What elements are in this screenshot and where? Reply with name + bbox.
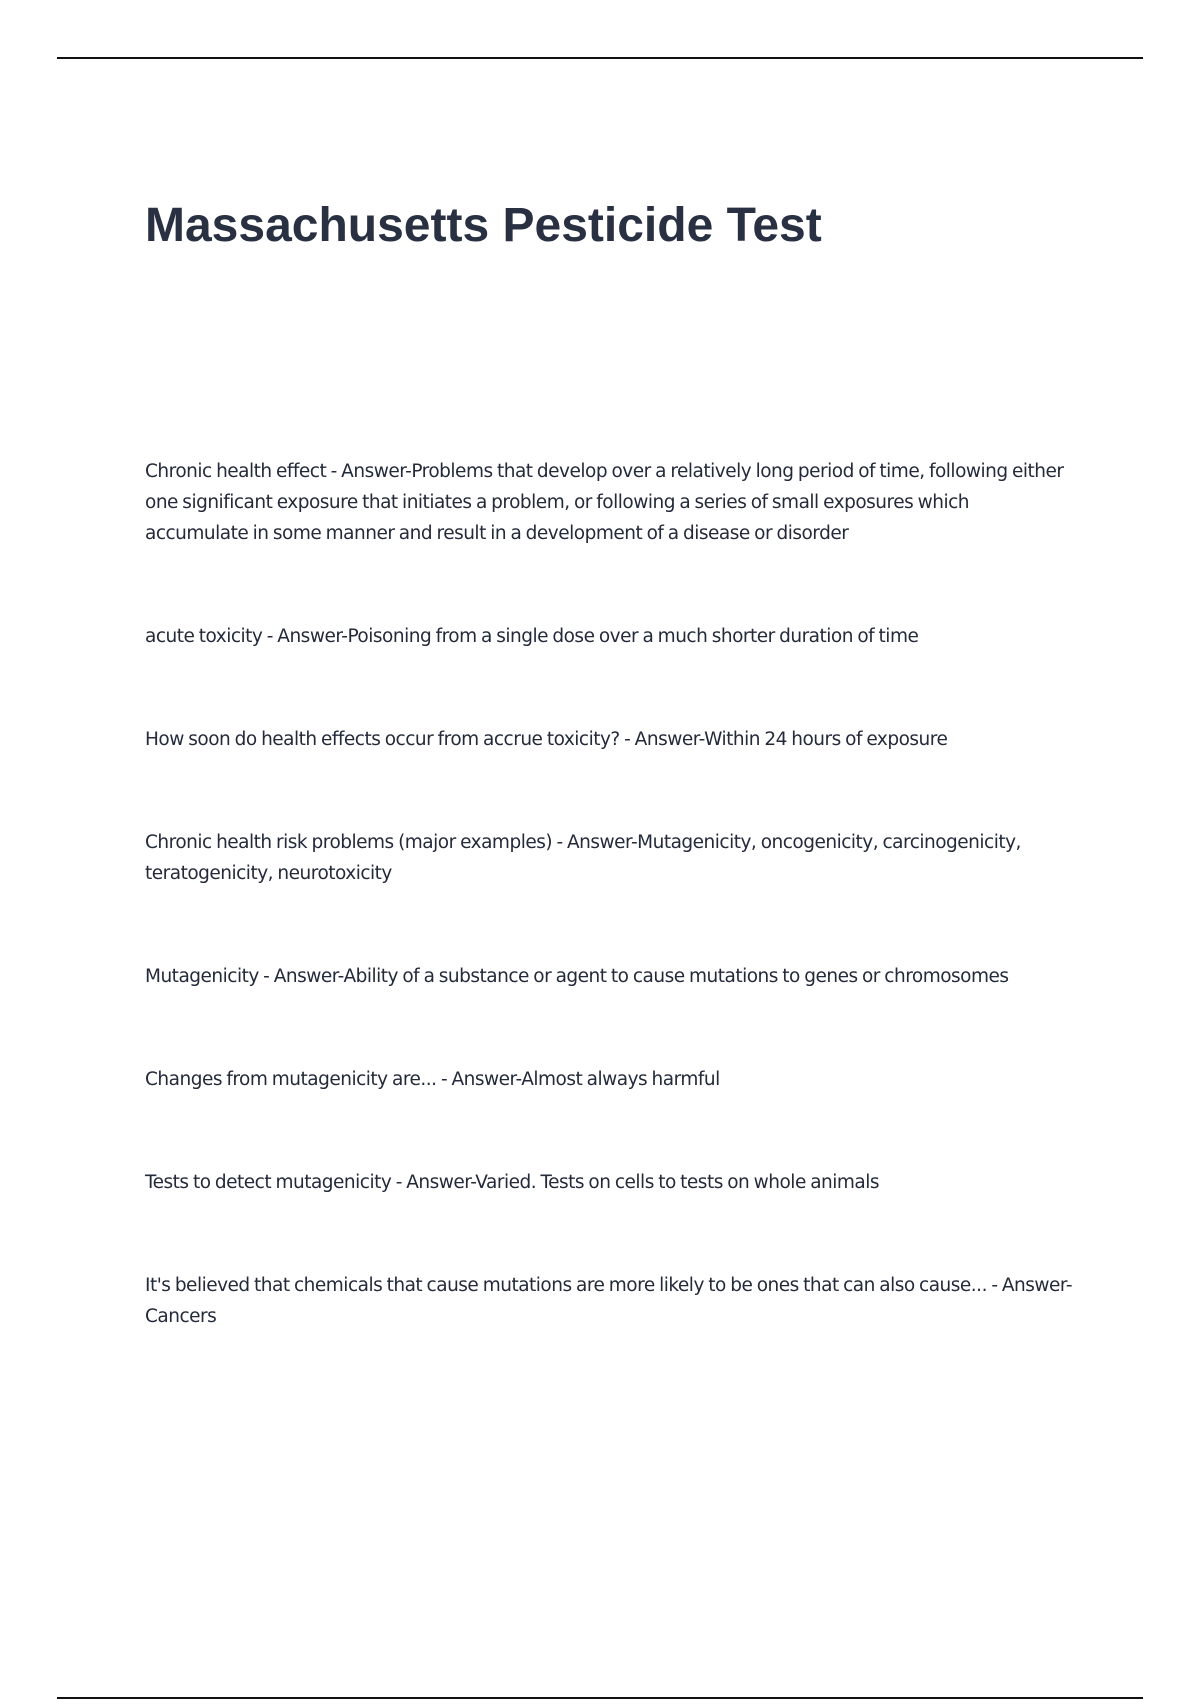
qa-question: Chronic health risk problems (major examples) — [145, 832, 553, 853]
qa-answer: Ability of a substance or agent to cause mutations to genes or chromosomes — [343, 966, 1009, 987]
qa-separator: - Answer- — [326, 461, 412, 482]
qa-question: Tests to detect mutagenicity — [145, 1172, 392, 1193]
qa-question: Chronic health effect — [145, 461, 327, 482]
qa-item — [145, 456, 1075, 549]
qa-separator: - Answer- — [391, 1172, 476, 1193]
qa-answer: Problems that develop over a relatively long period of time, following either one significant exposure that initiates a problem, or following a series of small exposures which accumulate in some manner and result in a development of a disease or disorder — [145, 461, 1064, 544]
qa-question: Changes from mutagenicity are... — [145, 1069, 437, 1090]
qa-answer: Almost always harmful — [521, 1069, 720, 1090]
qa-separator: - Answer- — [262, 626, 348, 647]
qa-answer: Poisoning from a single dose over a much shorter duration of time — [347, 626, 919, 647]
qa-question: It's believed that chemicals that cause mutations are more likely to be ones that can also cause... — [145, 1275, 987, 1296]
qa-item — [145, 827, 1075, 889]
qa-item — [145, 1167, 1075, 1198]
top-rule — [57, 57, 1143, 59]
qa-item — [145, 1064, 1075, 1095]
qa-item — [145, 621, 1075, 652]
bottom-rule — [57, 1697, 1143, 1699]
qa-item — [145, 961, 1075, 992]
qa-item — [145, 724, 1075, 755]
qa-answer: Within 24 hours of exposure — [704, 729, 948, 750]
qa-separator: - Answer- — [258, 966, 344, 987]
qa-separator: - Answer- — [552, 832, 638, 853]
qa-answer: Varied. Tests on cells to tests on whole animals — [475, 1172, 880, 1193]
qa-answer: Cancers — [145, 1306, 217, 1327]
qa-question: How soon do health effects occur from accrue toxicity? — [145, 729, 620, 750]
qa-separator: - Answer- — [619, 729, 705, 750]
qa-item — [145, 1270, 1075, 1332]
qa-question: acute toxicity — [145, 626, 263, 647]
qa-answer: Mutagenicity, oncogenicity, carcinogenicity, teratogenicity, neurotoxicity — [145, 832, 1021, 884]
qa-separator: - Answer- — [436, 1069, 522, 1090]
qa-separator: - Answer- — [986, 1275, 1073, 1296]
qa-list — [145, 456, 1075, 1404]
page-title: Massachusetts Pesticide Test — [145, 199, 822, 252]
qa-question: Mutagenicity — [145, 966, 259, 987]
